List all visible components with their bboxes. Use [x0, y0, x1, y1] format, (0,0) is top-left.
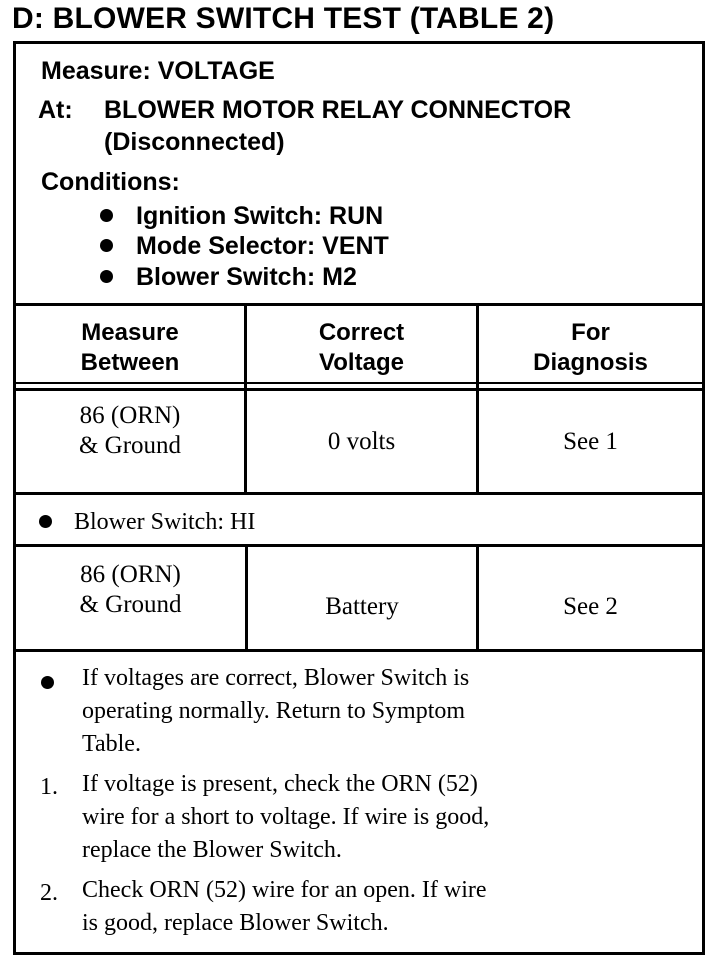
- note-bullet-text: If voltages are correct, Blower Switch is operating normally. Return to Symptom Table.: [82, 665, 470, 757]
- page-title: D: BLOWER SWITCH TEST (TABLE 2): [12, 2, 555, 35]
- test-table-frame: [13, 41, 705, 955]
- conditions-label: Conditions:: [41, 168, 180, 196]
- condition-item: [100, 263, 357, 292]
- table-cell-voltage: 0 volts: [327, 428, 396, 455]
- bullet-icon: [39, 515, 52, 528]
- at-value-line2: (Disconnected): [104, 128, 285, 156]
- condition-text: Blower Switch: HI: [74, 509, 256, 535]
- note-1-text: If voltage is present, check the ORN (52) wire for a short to voltage. If wire is good, replace the Blower Switch.: [82, 771, 490, 863]
- bullet-icon: [100, 209, 113, 222]
- column-header-for-diagnosis: For Diagnosis: [533, 319, 648, 376]
- divider: [16, 492, 702, 495]
- at-label: At:: [38, 96, 73, 124]
- divider: [16, 544, 702, 547]
- divider: [16, 303, 702, 306]
- condition-row: [39, 509, 255, 536]
- bullet-icon: [100, 239, 113, 252]
- note-bullet: [41, 670, 54, 697]
- divider: [16, 382, 702, 384]
- bullet-icon: [41, 676, 54, 689]
- condition-text: Ignition Switch: RUN: [136, 202, 384, 230]
- divider: [16, 649, 702, 652]
- condition-item: [100, 202, 383, 231]
- note-number: 2.: [40, 880, 58, 906]
- column-header-correct-voltage: Correct Voltage: [318, 319, 405, 376]
- measure-label: Measure: VOLTAGE: [41, 57, 275, 85]
- table-cell-diagnosis: See 2: [563, 593, 618, 620]
- condition-item: [100, 232, 389, 261]
- condition-text: Mode Selector: VENT: [136, 232, 389, 260]
- table-cell-measure: 86 (ORN) & Ground: [78, 402, 182, 459]
- condition-text: Blower Switch: M2: [136, 263, 357, 291]
- note-2-text: Check ORN (52) wire for an open. If wire is good, replace Blower Switch.: [82, 877, 487, 936]
- test-header: [16, 44, 702, 306]
- bullet-icon: [100, 270, 113, 283]
- column-header-measure-between: Measure Between: [80, 319, 180, 376]
- table-cell-measure: 86 (ORN) & Ground: [79, 561, 182, 618]
- divider: [16, 388, 702, 391]
- at-value-line1: BLOWER MOTOR RELAY CONNECTOR: [104, 96, 572, 124]
- note-number: 1.: [40, 774, 58, 800]
- table-cell-diagnosis: See 1: [563, 428, 618, 455]
- table-cell-voltage: Battery: [325, 593, 399, 620]
